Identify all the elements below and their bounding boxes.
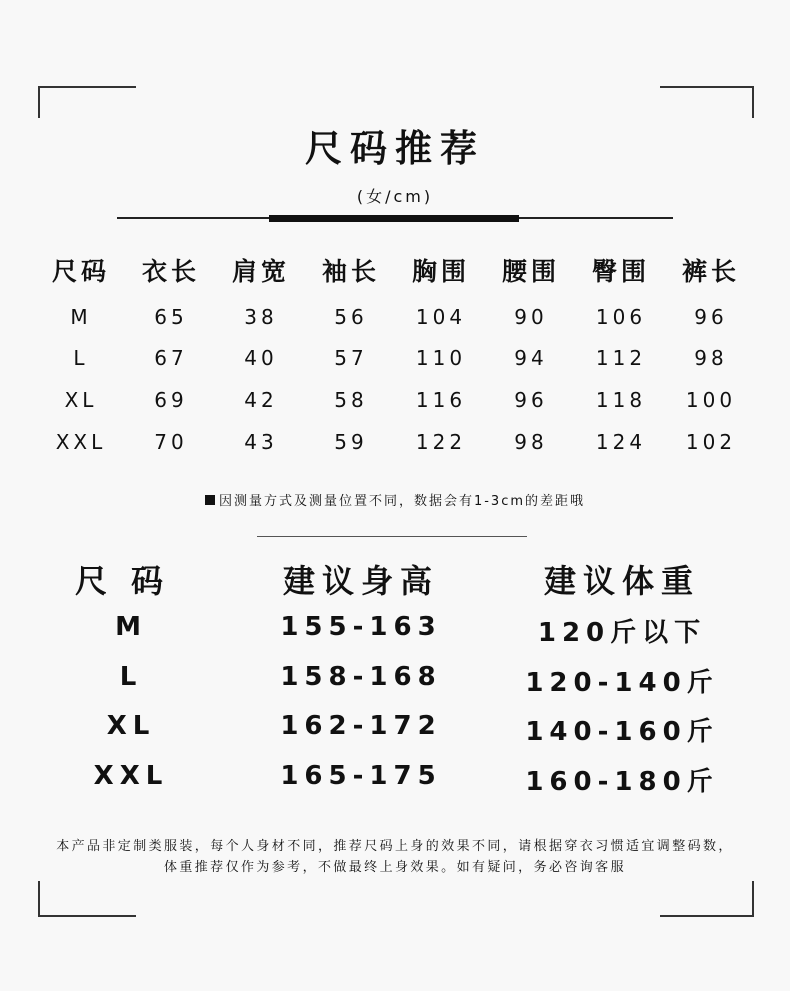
footer-disclaimer xyxy=(0,836,790,878)
table-cell: 57 xyxy=(334,346,368,370)
measurement-note xyxy=(0,490,790,509)
table-cell: 120-140斤 xyxy=(525,668,719,698)
table-cell: 96 xyxy=(694,305,728,329)
corner-frame-top-right xyxy=(660,86,754,118)
footer-line: 本产品非定制类服装，每个人身材不同，推荐尺码上身的效果不同，请根据穿衣习惯适宜调整码数， xyxy=(56,839,734,854)
table-cell: 42 xyxy=(244,388,278,412)
page-title: 尺码推荐 xyxy=(305,127,485,170)
corner-frame-bottom-left xyxy=(38,881,136,917)
table-cell: XXL xyxy=(55,430,107,454)
table-cell: 98 xyxy=(514,430,548,454)
table-cell: 96 xyxy=(514,388,548,412)
table-cell: XXL xyxy=(93,761,169,791)
table-cell: 118 xyxy=(595,388,647,412)
corner-frame-top-left xyxy=(38,86,136,118)
page-subtitle: (女/cm) xyxy=(356,187,434,206)
table-cell: 140-160斤 xyxy=(525,717,719,747)
header-cell: 肩宽 xyxy=(231,257,290,286)
square-bullet-icon xyxy=(205,495,215,505)
table-cell: 120斤以下 xyxy=(537,618,707,648)
table-cell: 38 xyxy=(244,305,278,329)
table-cell: 67 xyxy=(154,346,188,370)
table-cell: 158-168 xyxy=(280,662,442,692)
table-cell: 65 xyxy=(154,305,188,329)
header-cell: 建议体重 xyxy=(543,562,700,600)
header-cell: 建议身高 xyxy=(282,562,439,600)
header-cell: 袖长 xyxy=(321,257,380,286)
table-cell: L xyxy=(73,346,89,370)
table-cell: 98 xyxy=(694,346,728,370)
table-cell: 94 xyxy=(514,346,548,370)
header-cell: 裤长 xyxy=(681,257,740,286)
table-cell: 112 xyxy=(595,346,647,370)
table-cell: 110 xyxy=(415,346,467,370)
header-cell: 胸围 xyxy=(411,257,470,286)
table-cell: 100 xyxy=(685,388,737,412)
footer-line: 体重推荐仅作为参考，不做最终上身效果。如有疑问，务必咨询客服 xyxy=(163,860,626,875)
table-cell: 124 xyxy=(595,430,647,454)
table-cell: XL xyxy=(106,711,156,741)
table-cell: M xyxy=(70,305,92,329)
table-cell: 58 xyxy=(334,388,368,412)
table-cell: 40 xyxy=(244,346,278,370)
table-cell: 90 xyxy=(514,305,548,329)
table-cell: 116 xyxy=(415,388,467,412)
table-cell: 56 xyxy=(334,305,368,329)
section-divider xyxy=(257,536,527,537)
table-cell: 122 xyxy=(415,430,467,454)
table-cell: 162-172 xyxy=(280,711,442,741)
header-cell: 衣长 xyxy=(141,257,200,286)
table-cell: 102 xyxy=(685,430,737,454)
table-cell: 165-175 xyxy=(280,761,442,791)
corner-frame-bottom-right xyxy=(660,881,754,917)
table-cell: M xyxy=(115,612,147,642)
title-divider-thick xyxy=(269,215,519,222)
table-cell: 155-163 xyxy=(280,612,442,642)
header-cell: 尺码 xyxy=(51,257,110,286)
header-cell: 臀围 xyxy=(591,257,650,286)
table-cell: 43 xyxy=(244,430,278,454)
table-cell: 106 xyxy=(595,305,647,329)
table-cell: 160-180斤 xyxy=(525,767,719,797)
table-cell: 104 xyxy=(415,305,467,329)
table-cell: 70 xyxy=(154,430,188,454)
table-cell: L xyxy=(119,662,143,692)
header-cell: 腰围 xyxy=(501,257,560,286)
header-cell: 尺码 xyxy=(74,562,187,600)
note-text: 因测量方式及测量位置不同，数据会有1-3cm的差距哦 xyxy=(218,494,586,509)
table-cell: 69 xyxy=(154,388,188,412)
table-cell: XL xyxy=(64,388,98,412)
table-cell: 59 xyxy=(334,430,368,454)
